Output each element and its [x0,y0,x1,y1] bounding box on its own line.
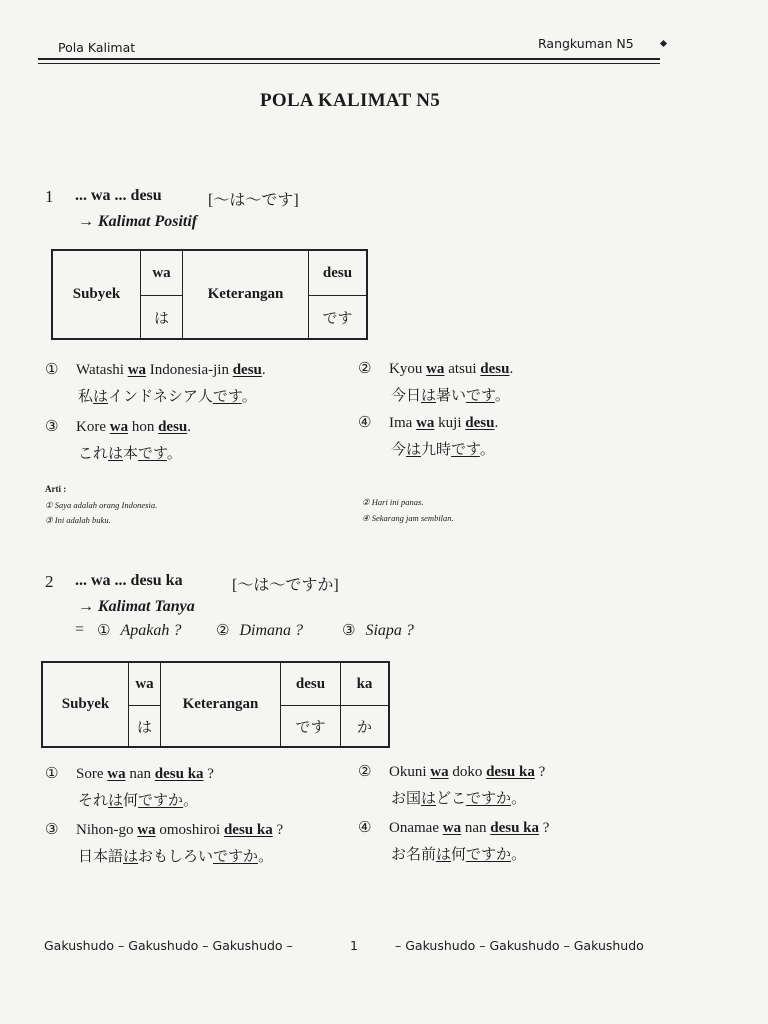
text-segment: おもしろい [138,849,214,865]
arti-item: ① Saya adalah orang Indonesia. [45,500,158,510]
example-romaji [389,764,545,780]
underlined-word: wa [107,766,126,782]
example-japanese [45,384,266,411]
section-2-number: 2 [45,572,54,591]
underlined-word: desu [232,362,262,378]
text-segment: Sore [76,766,108,782]
underlined-word: は [123,849,139,865]
table-header-keterangan: Keterangan [161,663,281,747]
table-cell-desu-japanese: です [309,296,367,339]
underlined-word: は [93,389,109,405]
text-segment: Kyou [389,361,427,377]
text-segment: nan [461,820,491,836]
example-number: ② [358,762,372,780]
text-segment: ? [203,766,214,782]
underlined-word: です [466,388,495,404]
example-1 [45,356,266,411]
text-segment: kuji [434,415,466,431]
underlined-word: です [138,446,167,462]
header-left-title: Pola Kalimat [58,40,136,55]
text-segment: ? [539,820,550,836]
underlined-word: wa [426,361,445,377]
text-segment: Watashi [76,362,128,378]
example-number: ② [358,359,372,377]
example-3 [45,816,283,871]
underlined-word: desu ka [486,764,535,780]
example-japanese [45,441,191,468]
text-segment: ? [272,822,284,838]
text-segment: 暑い [436,388,467,404]
text-segment: インドネシア人 [108,389,213,405]
example-romaji [76,822,283,838]
example-japanese [358,842,549,869]
table-header-subyek: Subyek [53,251,141,339]
text-segment: 九時 [421,442,452,458]
section-1-pattern: ... wa ... desu [75,187,162,204]
section-1-pattern-table [52,250,367,339]
underlined-word: desu [480,361,510,377]
footer-left-text: Gakushudo – Gakushudo – Gakushudo – [44,938,293,953]
text-segment: 何 [451,847,467,863]
text-segment: Okuni [389,764,431,780]
text-segment: 。 [241,389,257,405]
question-line-prefix: = [75,621,85,638]
page-title: POLA KALIMAT N5 [259,90,441,111]
table-cell-wa-japanese: は [129,706,161,747]
underlined-word: です [212,389,242,405]
example-number: ① [45,764,59,782]
table-header-subyek: Subyek [43,663,129,747]
section-2-pattern-japanese: [〜は〜ですか] [232,577,339,594]
underlined-word: です [451,442,480,458]
underlined-word: desu [158,419,188,435]
example-japanese [358,786,545,813]
underlined-word: は [108,446,124,462]
table-cell-wa: wa [129,663,161,706]
question-label: Siapa ? [365,622,414,639]
question-word-item [216,621,303,640]
footer-right-text: – Gakushudo – Gakushudo – Gakushudo [395,938,644,953]
text-segment: 今 [391,442,407,458]
example-number: ④ [358,413,372,431]
example-japanese [358,437,498,464]
table-cell-ka-japanese: か [341,706,389,747]
header-mark-icon [660,40,667,47]
example-number: ④ [358,818,372,836]
underlined-word: wa [442,820,462,836]
text-segment: 。 [479,442,495,458]
underlined-word: ですか [213,849,259,865]
text-segment: . [494,415,499,431]
example-4 [358,409,498,464]
example-number: ③ [45,417,59,435]
arti-item: ④ Sekarang jam sembilan. [362,513,454,523]
text-segment: 今日 [391,388,422,404]
text-segment: ? [534,764,546,780]
text-segment: omoshiroi [155,822,224,838]
page-number: 1 [350,938,358,953]
text-segment: お国 [391,791,422,807]
table-header-keterangan: Keterangan [183,251,309,339]
underlined-word: は [406,442,422,458]
question-number: ① [97,621,111,639]
example-number: ③ [45,820,59,838]
underlined-word: は [421,791,437,807]
underlined-word: ですか [138,793,184,809]
text-segment: doko [448,764,487,780]
arti-item: ③ Ini adalah buku. [45,515,111,525]
text-segment: どこ [436,791,467,807]
question-word-item [342,621,414,640]
text-segment: 。 [511,791,527,807]
underlined-word: は [421,388,437,404]
example-4 [358,814,549,869]
arti-label: Arti : [45,484,67,494]
example-romaji [389,415,498,431]
question-number: ③ [342,621,356,639]
underlined-word: desu [465,415,495,431]
underlined-word: は [436,847,452,863]
example-2 [358,758,545,813]
table-cell-wa: wa [141,251,183,296]
underlined-word: wa [127,362,147,378]
example-romaji [76,419,191,435]
text-segment: . [187,419,192,435]
text-segment: Indonesia-jin [146,362,233,378]
text-segment: . [509,361,514,377]
table-cell-desu: desu [281,663,341,706]
text-segment: . [261,362,266,378]
example-romaji [389,361,513,377]
text-segment: 日本語 [78,849,124,865]
section-2-pattern: ... wa ... desu ka [75,572,183,589]
example-1 [45,760,214,815]
underlined-word: wa [430,764,449,780]
table-cell-desu: desu [309,251,367,296]
question-number: ② [216,621,230,639]
question-label: Dimana ? [239,622,304,639]
text-segment: 。 [183,793,199,809]
underlined-word: desu ka [490,820,540,836]
example-number: ① [45,360,59,378]
example-japanese [45,788,214,815]
section-2-subtitle: → Kalimat Tanya [78,598,195,615]
text-segment: 本 [123,446,139,462]
table-cell-wa-japanese: は [141,296,183,339]
underlined-word: wa [137,822,156,838]
example-romaji [76,766,214,782]
text-segment: 。 [166,446,182,462]
underlined-word: ですか [466,847,512,863]
underlined-word: は [108,793,124,809]
table-cell-desu-japanese: です [281,706,341,747]
text-segment: Nihon-go [76,822,138,838]
header-double-rule [38,58,660,64]
text-segment: これ [78,446,109,462]
header-right-title: Rangkuman N5 [538,36,634,51]
text-segment: nan [125,766,155,782]
example-romaji [76,362,266,378]
example-japanese [45,844,283,871]
example-2 [358,355,513,410]
text-segment: 私 [78,389,94,405]
example-romaji [389,820,549,836]
section-1-number: 1 [45,187,54,206]
text-segment: atsui [444,361,481,377]
table-cell-ka: ka [341,663,389,706]
text-segment: 。 [511,847,527,863]
text-segment: お名前 [391,847,437,863]
text-segment: 。 [258,849,274,865]
text-segment: Onamae [389,820,443,836]
text-segment: Kore [76,419,110,435]
section-1-pattern-japanese: [〜は〜です] [208,192,299,209]
question-word-item [97,621,181,640]
section-2-pattern-table [42,662,389,747]
underlined-word: ですか [466,791,512,807]
underlined-word: wa [109,419,129,435]
text-segment: 。 [494,388,510,404]
text-segment: 何 [123,793,139,809]
text-segment: hon [128,419,159,435]
underlined-word: desu ka [223,822,273,838]
example-3 [45,413,191,468]
text-segment: それ [78,793,109,809]
arti-item: ② Hari ini panas. [362,497,424,507]
text-segment: Ima [389,415,417,431]
question-label: Apakah ? [120,622,182,639]
example-japanese [358,383,513,410]
underlined-word: desu ka [154,766,204,782]
section-1-subtitle: → Kalimat Positif [78,213,198,230]
underlined-word: wa [416,415,435,431]
